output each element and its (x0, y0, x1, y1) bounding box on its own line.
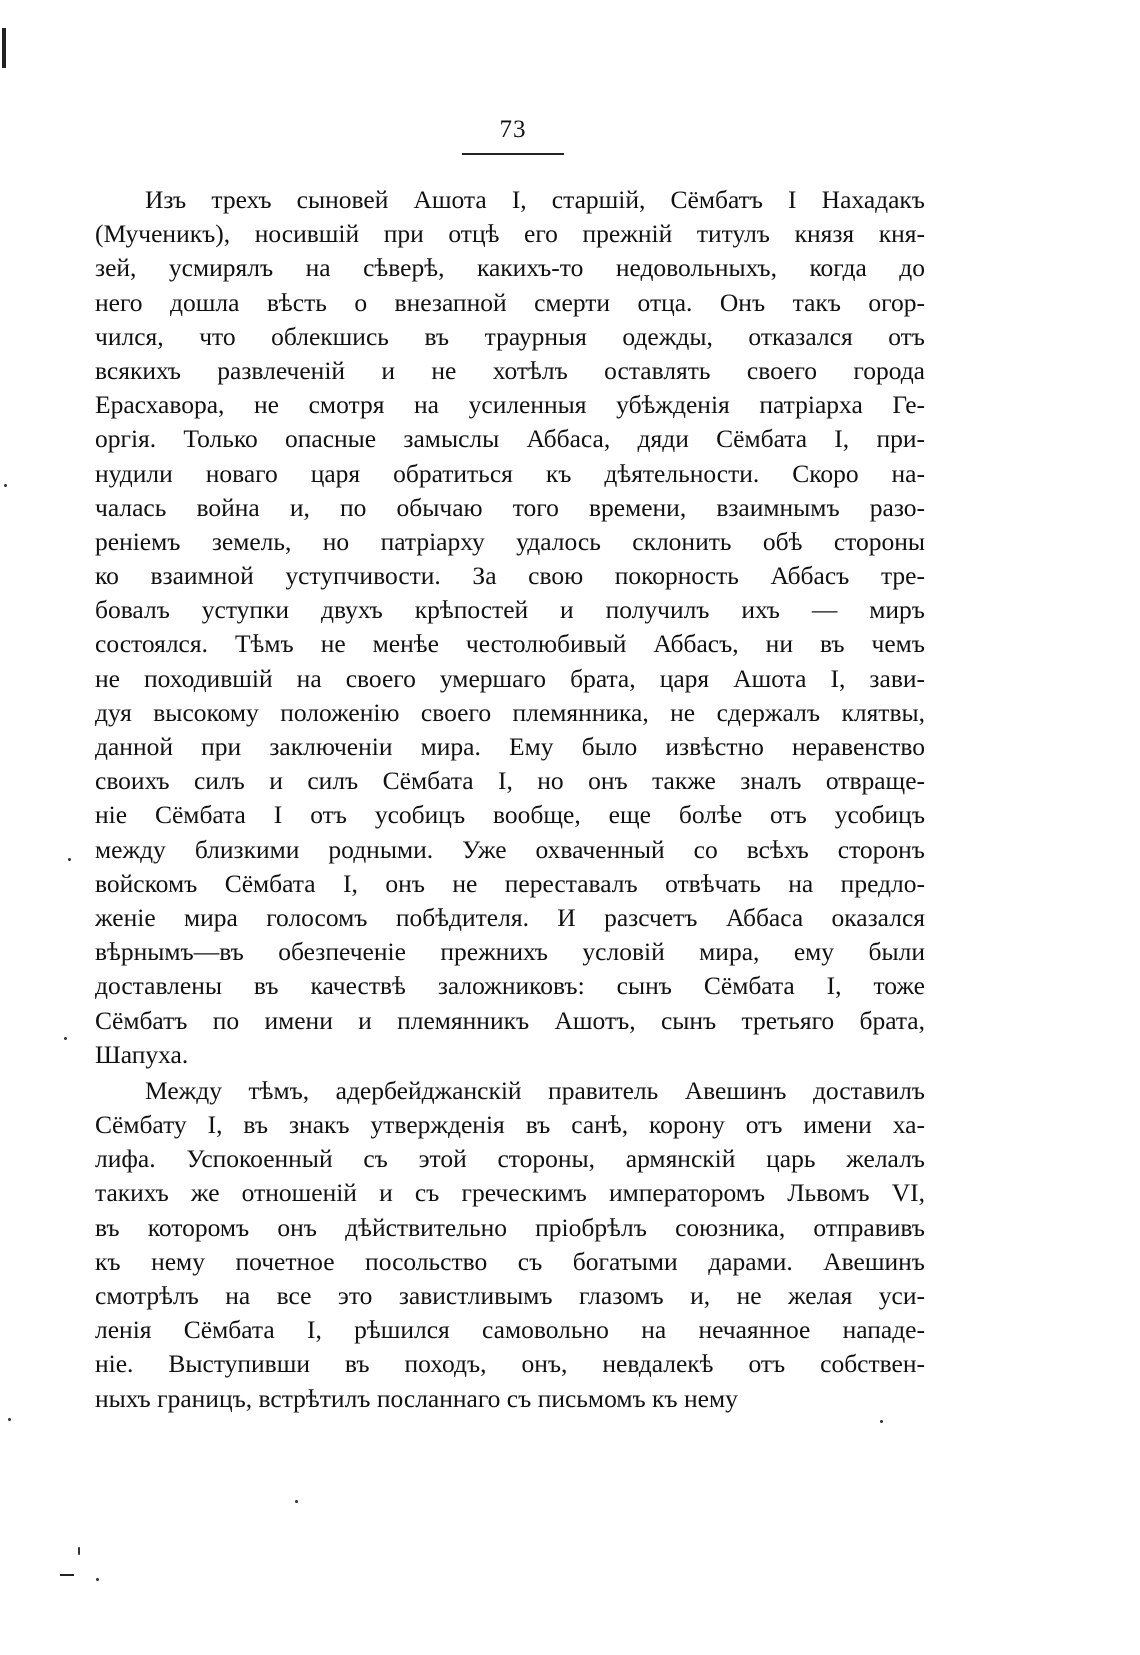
text-line: смотрѣлъ на все это завистливымъ глазомъ и, не желая уси- (95, 1281, 925, 1310)
paragraph (95, 1074, 925, 1416)
text-line: вѣрнымъ—въ обезпеченіе прежнихъ условій мира, ему были (95, 937, 925, 967)
scan-speck (4, 484, 7, 487)
text-line: зей, усмирялъ на сѣверѣ, какихъ-то недовольныхъ, когда до (95, 253, 925, 283)
scan-speck (880, 1420, 883, 1423)
text-line: женіе мира голосомъ побѣдителя. И разсчетъ Аббаса оказался (95, 902, 925, 932)
text-line: ніе. Выступивши въ походъ, онъ, невдалекѣ отъ собствен- (95, 1349, 925, 1379)
page-number-rule (462, 153, 564, 155)
text-line: (Мученикъ), носившій при отцѣ его прежній титулъ князя кня- (95, 219, 925, 249)
text-line: Изъ трехъ сыновей Ашота I, старшій, Сёмбатъ I Нахадакъ (145, 185, 925, 214)
text-line: него дошла вѣсть о внезапной смерти отца. Онъ такъ огор- (95, 287, 925, 317)
text-line: своихъ силъ и силъ Сёмбата I, но онъ также зналъ отвраще- (95, 766, 925, 796)
text-line: къ нему почетное посольство съ богатыми дарами. Авешинъ (95, 1246, 925, 1276)
text-line: ленія Сёмбата I, рѣшился самовольно на нечаянное нападе- (95, 1315, 925, 1345)
text-line: чалась война и, по обычаю того времени, взаимнымъ разо- (95, 492, 925, 522)
scan-speck (96, 1578, 99, 1581)
text-line: чился, что облекшись въ траурныя одежды, отказался отъ (95, 321, 925, 351)
text-line: Сёмбатъ по имени и племянникъ Ашотъ, сынъ третьяго брата, (95, 1005, 925, 1035)
text-line: войскомъ Сёмбата I, онъ не переставалъ отвѣчать на предло- (95, 868, 925, 898)
text-line: бовалъ уступки двухъ крѣпостей и получилъ ихъ — миръ (95, 595, 925, 625)
text-line: такихъ же отношеній и съ греческимъ императоромъ Львомъ VI, (95, 1178, 925, 1208)
text-line: данной при заключеніи мира. Ему было извѣстно неравенство (95, 732, 925, 761)
text-line: Шапуха. (95, 1039, 189, 1069)
text-line: оргія. Только опасные замыслы Аббаса, дяди Сёмбата I, при- (95, 424, 925, 454)
scan-speck (295, 1500, 298, 1503)
text-line: Ерасхавора, не смотря на усиленныя убѣжденія патріарха Ге- (95, 390, 925, 420)
text-line: не походившій на своего умершаго брата, царя Ашота I, зави- (95, 663, 925, 693)
scan-edge-mark (60, 1574, 74, 1576)
scan-speck (68, 858, 71, 861)
text-line: дуя высокому положенію своего племянника, не сдержалъ клятвы, (95, 697, 925, 727)
text-line: лифа. Успокоенный съ этой стороны, армянскій царь желалъ (95, 1144, 925, 1174)
scan-speck (64, 1037, 67, 1040)
text-line: доставлены въ качествѣ заложниковъ: сынъ Сёмбата I, тоже (95, 971, 925, 1001)
text-line: Сёмбату I, въ знакъ утвержденія въ санѣ, корону отъ имени ха- (95, 1110, 925, 1140)
text-line: ныхъ границъ, встрѣтилъ посланнаго съ письмомъ къ нему (95, 1383, 738, 1413)
text-line: ніе Сёмбата I отъ усобицъ вообще, еще болѣе отъ усобицъ (95, 800, 925, 830)
page-number: 73 (499, 116, 527, 143)
paragraph (95, 183, 925, 1072)
scan-speck (78, 1547, 80, 1555)
body-text (95, 183, 925, 1416)
scan-speck (8, 1418, 11, 1421)
scan-edge-mark (2, 28, 6, 68)
text-line: ко взаимной уступчивости. За свою покорность Аббасъ тре- (95, 561, 925, 591)
text-line: реніемъ земель, но патріарху удалось склонить обѣ стороны (95, 526, 925, 556)
text-line: состоялся. Тѣмъ не менѣе честолюбивый Аббасъ, ни въ чемъ (95, 629, 925, 659)
text-line: всякихъ развлеченій и не хотѣлъ оставлять своего города (95, 355, 925, 385)
text-line: Между тѣмъ, адербейджанскій правитель Авешинъ доставилъ (145, 1075, 925, 1105)
text-line: между близкими родными. Уже охваченный со всѣхъ сторонъ (95, 834, 925, 864)
text-line: нудили новаго царя обратиться къ дѣятельности. Скоро на- (95, 458, 925, 488)
text-line: въ которомъ онъ дѣйствительно пріобрѣлъ союзника, отправивъ (95, 1212, 925, 1242)
